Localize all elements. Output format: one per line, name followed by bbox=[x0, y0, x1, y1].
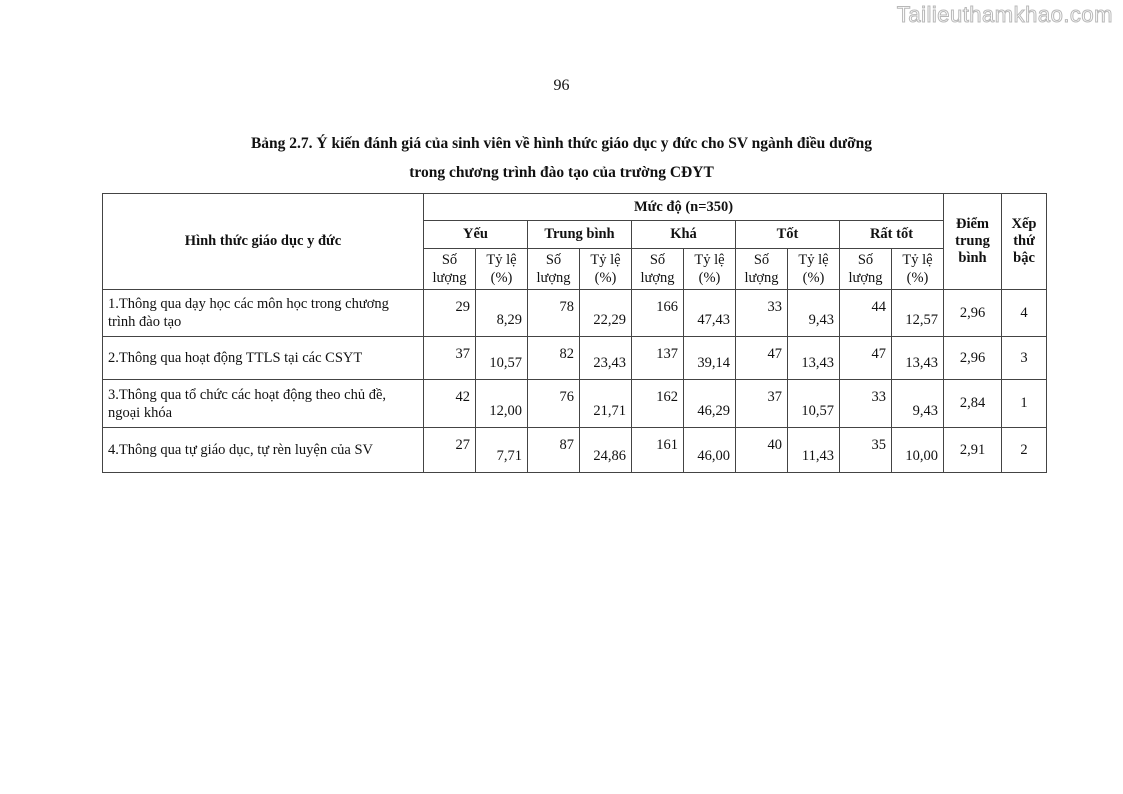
subheader-percent: Tỷ lệ (%) bbox=[892, 249, 944, 290]
table-row bbox=[103, 380, 1047, 428]
cell-percent: 13,43 bbox=[892, 337, 944, 380]
cell-percent: 10,00 bbox=[892, 428, 944, 473]
cell-count: 166 bbox=[632, 290, 684, 337]
cell-count: 42 bbox=[424, 380, 476, 428]
watermark-text: Tailieuthamkhao.com bbox=[896, 2, 1113, 27]
cell-count: 33 bbox=[736, 290, 788, 337]
cell-count: 44 bbox=[840, 290, 892, 337]
subheader-count: Số lượng bbox=[632, 249, 684, 290]
row-label: 4.Thông qua tự giáo dục, tự rèn luyện của SV bbox=[103, 428, 424, 473]
header-form: Hình thức giáo dục y đức bbox=[103, 194, 424, 290]
cell-avg-score: 2,96 bbox=[944, 290, 1002, 337]
cell-avg-score: 2,84 bbox=[944, 380, 1002, 428]
subheader-count: Số lượng bbox=[424, 249, 476, 290]
cell-count: 87 bbox=[528, 428, 580, 473]
cell-percent: 21,71 bbox=[580, 380, 632, 428]
table-row bbox=[103, 290, 1047, 337]
header-level: Mức độ (n=350) bbox=[424, 194, 944, 221]
cell-percent: 10,57 bbox=[476, 337, 528, 380]
cell-percent: 9,43 bbox=[892, 380, 944, 428]
header-level-weak: Yếu bbox=[424, 221, 528, 249]
page-number: 96 bbox=[553, 77, 570, 94]
table-row bbox=[103, 428, 1047, 473]
cell-count: 137 bbox=[632, 337, 684, 380]
cell-count: 161 bbox=[632, 428, 684, 473]
cell-percent: 24,86 bbox=[580, 428, 632, 473]
evaluation-table bbox=[102, 193, 1047, 473]
cell-count: 35 bbox=[840, 428, 892, 473]
cell-percent: 7,71 bbox=[476, 428, 528, 473]
subheader-count: Số lượng bbox=[840, 249, 892, 290]
cell-percent: 39,14 bbox=[684, 337, 736, 380]
cell-rank: 2 bbox=[1002, 428, 1047, 473]
cell-avg-score: 2,91 bbox=[944, 428, 1002, 473]
cell-percent: 11,43 bbox=[788, 428, 840, 473]
header-avg-score: Điểm trung bình bbox=[944, 194, 1002, 290]
cell-count: 47 bbox=[736, 337, 788, 380]
row-label: 3.Thông qua tổ chức các hoạt động theo chủ đề, ngoại khóa bbox=[103, 380, 424, 428]
cell-count: 162 bbox=[632, 380, 684, 428]
cell-percent: 8,29 bbox=[476, 290, 528, 337]
row-label: 2.Thông qua hoạt động TTLS tại các CSYT bbox=[103, 337, 424, 380]
cell-count: 82 bbox=[528, 337, 580, 380]
cell-count: 40 bbox=[736, 428, 788, 473]
cell-count: 78 bbox=[528, 290, 580, 337]
cell-rank: 4 bbox=[1002, 290, 1047, 337]
table-title-line-1: Bảng 2.7. Ý kiến đánh giá của sinh viên về hình thức giáo dục y đức cho SV ngành điều dưỡng bbox=[250, 135, 873, 152]
cell-percent: 9,43 bbox=[788, 290, 840, 337]
cell-percent: 12,00 bbox=[476, 380, 528, 428]
cell-count: 37 bbox=[736, 380, 788, 428]
header-level-fair: Khá bbox=[632, 221, 736, 249]
table-title-line-2: trong chương trình đào tạo của trường CĐYT bbox=[409, 164, 714, 181]
cell-percent: 22,29 bbox=[580, 290, 632, 337]
cell-count: 76 bbox=[528, 380, 580, 428]
subheader-percent: Tỷ lệ (%) bbox=[580, 249, 632, 290]
cell-percent: 46,00 bbox=[684, 428, 736, 473]
subheader-percent: Tỷ lệ (%) bbox=[476, 249, 528, 290]
cell-percent: 47,43 bbox=[684, 290, 736, 337]
cell-count: 29 bbox=[424, 290, 476, 337]
cell-count: 37 bbox=[424, 337, 476, 380]
header-level-average: Trung bình bbox=[528, 221, 632, 249]
cell-avg-score: 2,96 bbox=[944, 337, 1002, 380]
cell-count: 27 bbox=[424, 428, 476, 473]
cell-percent: 10,57 bbox=[788, 380, 840, 428]
subheader-percent: Tỷ lệ (%) bbox=[788, 249, 840, 290]
cell-percent: 13,43 bbox=[788, 337, 840, 380]
header-rank: Xếp thứ bậc bbox=[1002, 194, 1047, 290]
cell-rank: 1 bbox=[1002, 380, 1047, 428]
cell-count: 47 bbox=[840, 337, 892, 380]
table-row bbox=[103, 337, 1047, 380]
cell-percent: 23,43 bbox=[580, 337, 632, 380]
header-level-very-good: Rất tốt bbox=[840, 221, 944, 249]
subheader-count: Số lượng bbox=[736, 249, 788, 290]
cell-percent: 46,29 bbox=[684, 380, 736, 428]
cell-count: 33 bbox=[840, 380, 892, 428]
subheader-percent: Tỷ lệ (%) bbox=[684, 249, 736, 290]
row-label: 1.Thông qua dạy học các môn học trong chương trình đào tạo bbox=[103, 290, 424, 337]
header-level-good: Tốt bbox=[736, 221, 840, 249]
cell-percent: 12,57 bbox=[892, 290, 944, 337]
cell-rank: 3 bbox=[1002, 337, 1047, 380]
subheader-count: Số lượng bbox=[528, 249, 580, 290]
